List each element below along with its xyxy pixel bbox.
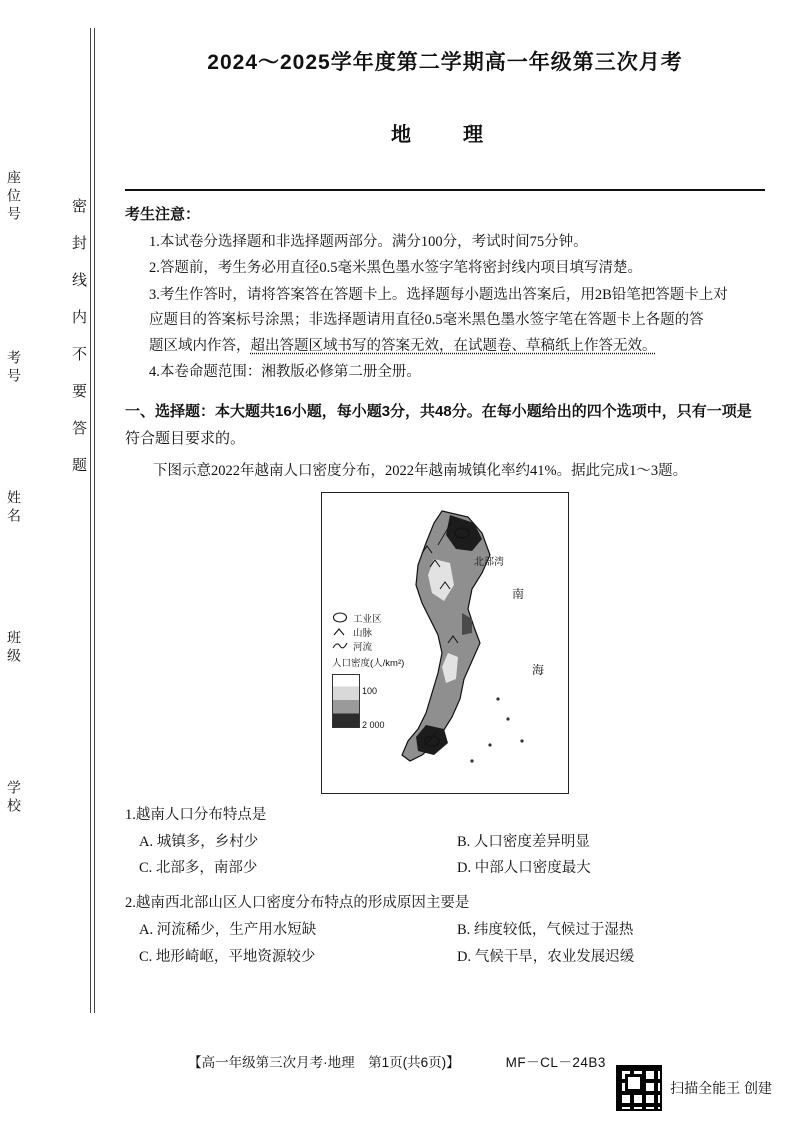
map-label-sea-1: 南 [512,586,525,601]
seal-strip [30,28,110,1013]
qr-code-icon [616,1065,662,1111]
island-dot-4 [488,743,491,746]
seal-line-outer [90,28,91,1013]
question-1 [125,802,765,882]
legend-density-scale [332,674,402,728]
island-dot-2 [506,717,509,720]
density-colorbar [332,674,360,728]
river-icon [332,640,348,656]
header-divider [125,189,765,191]
scan-watermark-text: 扫描全能王 创建 [670,1080,772,1096]
vietnam-population-density-map [321,492,569,794]
question-1-text [125,802,765,829]
question-2-option-b[interactable]: B. 纬度较低，气候过于湿热 [457,922,634,939]
legend-label-mountain: 山脉 [353,627,373,639]
density-scale-low: 100 [362,685,378,696]
scan-watermark [616,1065,772,1111]
legend-label-industrial: 工业区 [353,613,382,625]
subject-title: 地 理 [391,124,499,146]
legend-row-river [332,641,404,655]
notice-item-3-emphasis: 超出答题区域书写的答案无效，在试题卷、草稿纸上作答无效。 [250,337,657,354]
map-label-sea-2: 海 [532,662,545,677]
question-group-stem: 下图示意2022年越南人口密度分布，2022年越南城镇化率约41%。据此完成1～3题。 [153,462,688,479]
question-2-option-a[interactable]: A. 河流稀少，生产用水短缺 [139,922,317,939]
question-1-option-d[interactable]: D. 中部人口密度最大 [457,860,591,877]
density-scale-high: 2 000 [362,719,385,730]
section-one-heading [125,399,765,452]
map-label-gulf-of-tonkin: 北部湾 [474,556,504,568]
seal-label-name: 姓名 [5,490,20,526]
question-2-body: 越南西北部山区人口密度分布特点的形成原因主要是 [135,895,470,912]
seal-label-school: 学校 [5,780,20,816]
seal-line-inner [94,28,95,1013]
legend-row-mountain [332,627,404,641]
notice-item-3-line2: 应题目的答案标号涂黑；非选择题请用直径0.5毫米黑色墨水签字笔在答题卡上各题的答 [149,312,704,329]
question-1-option-b[interactable]: B. 人口密度差异明显 [457,833,590,850]
island-dot-5 [520,739,523,742]
question-2-option-d[interactable]: D. 气候干旱，农业发展迟缓 [457,948,635,965]
footer-paper-code: MF－CL－24B3 [505,1055,606,1070]
section-one-text-line2: 符合题目要求的。 [125,430,246,447]
seal-instruction-text: 密封线内不要答题 [70,198,86,494]
question-2-text [125,890,765,917]
question-1-option-c[interactable]: C. 北部多，南部少 [139,860,258,877]
seal-label-seat-number: 座位号 [5,170,20,224]
page-title: 2024～2025学年度第二学期高一年级第三次月考 [207,51,683,74]
footer-label: 【高一年级第三次月考·地理 第1页(共6页)】 [188,1055,460,1070]
question-2-options [139,917,765,971]
notice-item-1: 1.本试卷分选择题和非选择题两部分。满分100分，考试时间75分钟。 [149,234,588,250]
exam-paper-page [125,28,765,1088]
notice-item-2: 2.答题前，考生务必用直径0.5毫米黑色墨水签字笔将密封线内项目填写清楚。 [149,260,642,277]
country-shape [402,511,490,761]
seal-label-exam-number: 考号 [5,350,20,386]
island-dot-1 [496,697,499,700]
question-1-options [139,829,765,883]
question-1-body: 越南人口分布特点是 [135,806,267,823]
legend-row-industrial [332,613,404,627]
notice-item-4: 4.本卷命题范围：湘教版必修第二册全册。 [149,363,421,380]
notice-item-3-line3-prefix: 题区域内作答， [149,337,251,354]
question-2-option-c[interactable]: C. 地形崎岖，平地资源较少 [139,948,316,965]
question-2-number: 2. [125,895,136,912]
seal-field-labels [0,160,26,960]
notice-list [125,230,765,385]
notice-item-3-line3 [149,334,765,359]
seal-label-class: 班级 [5,630,20,666]
notice-item-3 [125,283,765,359]
island-dot-3 [470,759,473,762]
section-one-text: 本大题共16小题，每小题3分，共48分。在每小题给出的四个选项中，只有一项是 [215,403,752,421]
map-legend [332,613,404,728]
question-1-option-a[interactable]: A. 城镇多，乡村少 [139,833,259,850]
legend-density-title: 人口密度(人/km²) [332,657,405,669]
question-2 [125,890,765,970]
section-one-label: 一、选择题： [125,403,216,421]
notice-heading: 考生注意： [125,206,201,223]
question-1-number: 1. [125,806,136,823]
legend-label-river: 河流 [353,641,373,653]
notice-item-3-line1: 3.考生作答时，请将答案答在答题卡上。选择题每小题选出答案后，用2B铅笔把答题卡上对 [149,286,728,303]
